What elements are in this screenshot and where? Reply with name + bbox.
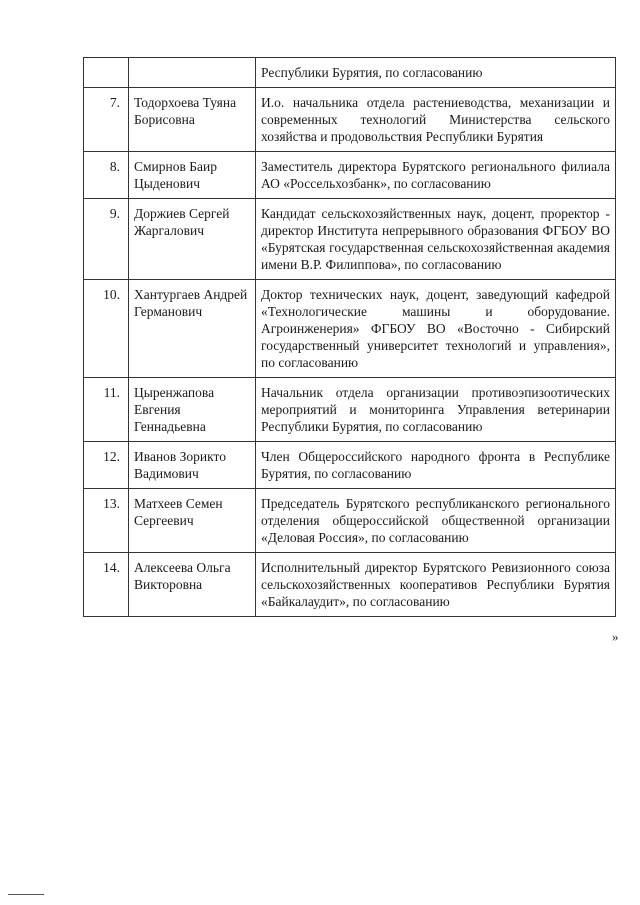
row-number bbox=[84, 58, 129, 88]
table-row bbox=[84, 553, 616, 617]
member-position: Председатель Бурятского республиканского регионального отделения общероссийской общественной организации «Деловая Россия», по согласованию bbox=[256, 489, 616, 553]
row-number: 12. bbox=[84, 442, 129, 489]
member-name: Цыренжапова Евгения Геннадьевна bbox=[129, 378, 256, 442]
member-position: И.о. начальника отдела растениеводства, механизации и современных технологий Министерства сельского хозяйства и продовольствия Республики Бурятия bbox=[256, 88, 616, 152]
table-row bbox=[84, 442, 616, 489]
row-number: 14. bbox=[84, 553, 129, 617]
members-table bbox=[83, 57, 616, 617]
member-name: Доржиев Сергей Жаргалович bbox=[129, 199, 256, 280]
member-name: Смирнов Баир Цыденович bbox=[129, 152, 256, 199]
member-name: Тодорхоева Туяна Борисовна bbox=[129, 88, 256, 152]
table-row bbox=[84, 280, 616, 378]
row-number: 13. bbox=[84, 489, 129, 553]
member-position: Доктор технических наук, доцент, заведующий кафедрой «Технологические машины и оборудование. Агроинженерия» ФГБОУ ВО «Восточно - Сибирский государственный университет технологий и управления», по согласованию bbox=[256, 280, 616, 378]
member-name: Алексеева Ольга Викторовна bbox=[129, 553, 256, 617]
member-position: Начальник отдела организации противоэпизоотических мероприятий и мониторинга Управления ветеринарии Республики Бурятия, по согласованию bbox=[256, 378, 616, 442]
table-row bbox=[84, 88, 616, 152]
member-position: Член Общероссийского народного фронта в Республике Бурятия, по согласованию bbox=[256, 442, 616, 489]
row-number: 8. bbox=[84, 152, 129, 199]
member-name: Иванов Зорикто Вадимович bbox=[129, 442, 256, 489]
table-row bbox=[84, 378, 616, 442]
row-number: 9. bbox=[84, 199, 129, 280]
member-position: Республики Бурятия, по согласованию bbox=[256, 58, 616, 88]
table-row bbox=[84, 489, 616, 553]
member-position: Исполнительный директор Бурятского Ревизионного союза сельскохозяйственных кооперативов Республики Бурятия «Байкалаудит», по согласованию bbox=[256, 553, 616, 617]
row-number: 10. bbox=[84, 280, 129, 378]
closing-quote-mark: » bbox=[612, 629, 619, 644]
table-row bbox=[84, 58, 616, 88]
row-number: 7. bbox=[84, 88, 129, 152]
member-name: Хантургаев Андрей Германович bbox=[129, 280, 256, 378]
margin-divider-line bbox=[8, 894, 44, 895]
member-position: Заместитель директора Бурятского регионального филиала АО «Россельхозбанк», по согласованию bbox=[256, 152, 616, 199]
table-row bbox=[84, 199, 616, 280]
table-row bbox=[84, 152, 616, 199]
member-name: Матхеев Семен Сергеевич bbox=[129, 489, 256, 553]
row-number: 11. bbox=[84, 378, 129, 442]
member-position: Кандидат сельскохозяйственных наук, доцент, проректор - директор Института непрерывного образования ФГБОУ ВО «Бурятская государственная сельскохозяйственная академия имени В.Р. Филиппова», по согласованию bbox=[256, 199, 616, 280]
member-name bbox=[129, 58, 256, 88]
